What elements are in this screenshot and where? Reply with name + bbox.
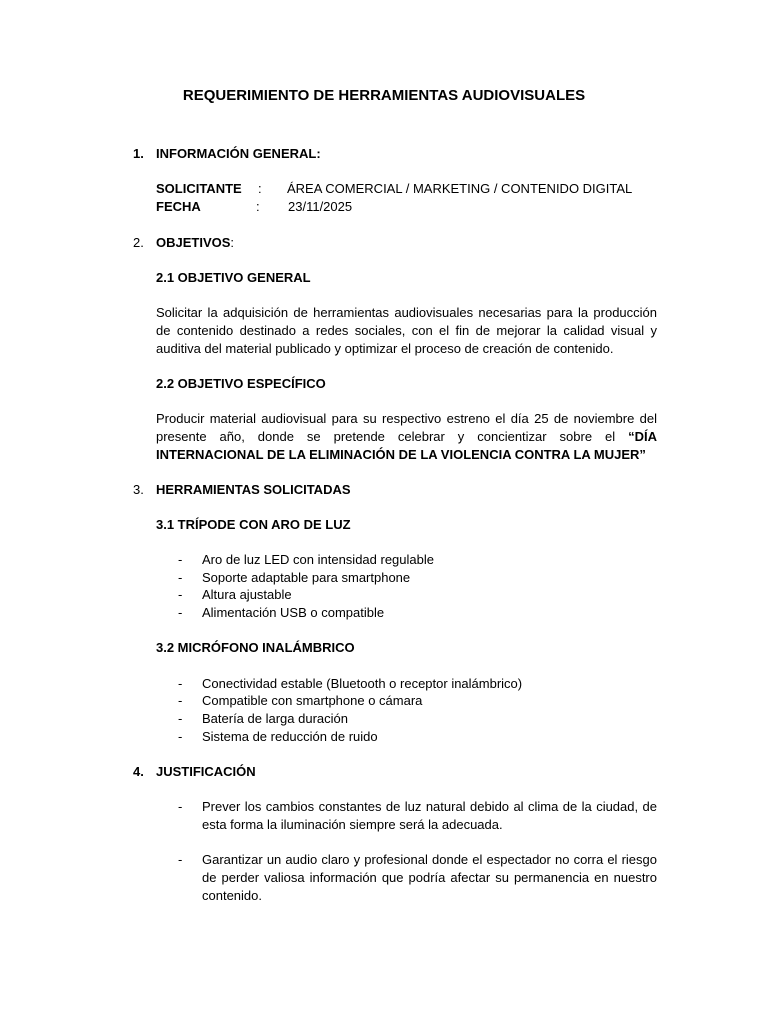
section-2-heading-text: OBJETIVOS <box>156 235 231 250</box>
section-3-number: 3. <box>133 482 144 497</box>
solicitante-separator: : <box>258 181 262 196</box>
objetivo-general-title: 2.1 OBJETIVO GENERAL <box>156 270 311 285</box>
list-item: Soporte adaptable para smartphone <box>202 570 411 585</box>
section-2-heading-colon: : <box>230 235 235 250</box>
bullet-dash: - <box>178 552 183 567</box>
tripode-title: 3.1 TRÍPODE CON ARO DE LUZ <box>156 517 351 532</box>
bullet-dash: - <box>178 852 183 867</box>
fecha-value: 23/11/2025 <box>288 199 353 214</box>
section-4-number: 4. <box>133 764 144 779</box>
objetivo-especifico-bold: “DÍA INTERNACIONAL DE LA ELIMINACIÓN DE LA VIOLENCIA CONTRA LA MUJER” <box>156 428 657 462</box>
list-item: Batería de larga duración <box>202 711 348 726</box>
microfono-title: 3.2 MICRÓFONO INALÁMBRICO <box>156 640 355 655</box>
fecha-label: FECHA <box>156 199 201 214</box>
section-2-heading <box>156 234 234 252</box>
bullet-dash: - <box>178 605 183 620</box>
objetivo-especifico-title: 2.2 OBJETIVO ESPECÍFICO <box>156 376 326 391</box>
list-item: Conectividad estable (Bluetooth o receptor inalámbrico) <box>202 676 523 691</box>
bullet-dash: - <box>178 711 183 726</box>
list-item: Altura ajustable <box>202 587 292 602</box>
bullet-dash: - <box>178 729 183 744</box>
solicitante-label: SOLICITANTE <box>156 181 242 196</box>
bullet-dash: - <box>178 799 183 814</box>
list-item: Alimentación USB o compatible <box>202 605 385 620</box>
bullet-dash: - <box>178 570 183 585</box>
list-item: Aro de luz LED con intensidad regulable <box>202 552 434 567</box>
section-4-heading: JUSTIFICACIÓN <box>156 764 256 779</box>
bullet-dash: - <box>178 693 183 708</box>
section-3-heading: HERRAMIENTAS SOLICITADAS <box>156 482 351 497</box>
objetivo-especifico-plain: Producir material audiovisual para su respectivo estreno el día 25 de noviembre del presente año, donde se pretende celebrar y concientizar sobre el <box>156 411 657 444</box>
section-2-number: 2. <box>133 235 144 250</box>
fecha-separator: : <box>256 199 260 214</box>
section-1-number: 1. <box>133 146 144 161</box>
section-1-heading: INFORMACIÓN GENERAL: <box>156 146 321 161</box>
objetivo-especifico-text <box>156 410 657 463</box>
document-title: REQUERIMIENTO DE HERRAMIENTAS AUDIOVISUALES <box>182 87 586 104</box>
solicitante-value: ÁREA COMERCIAL / MARKETING / CONTENIDO DIGITAL <box>287 181 633 196</box>
list-item: Compatible con smartphone o cámara <box>202 693 423 708</box>
bullet-dash: - <box>178 676 183 691</box>
justification-item: Garantizar un audio claro y profesional donde el espectador no corra el riesgo de perder valiosa información que podría afectar su permanencia en nuestro contenido. <box>202 852 657 903</box>
bullet-dash: - <box>178 587 183 602</box>
justification-item: Prever los cambios constantes de luz natural debido al clima de la ciudad, de esta forma la iluminación siempre será la adecuada. <box>202 799 657 832</box>
list-item: Sistema de reducción de ruido <box>202 729 378 744</box>
objetivo-general-text: Solicitar la adquisición de herramientas audiovisuales necesarias para la producción de contenido destinado a redes sociales, con el fin de mejorar la calidad visual y auditiva del material publicado y optimizar el proceso de creación de contenido. <box>156 305 657 356</box>
